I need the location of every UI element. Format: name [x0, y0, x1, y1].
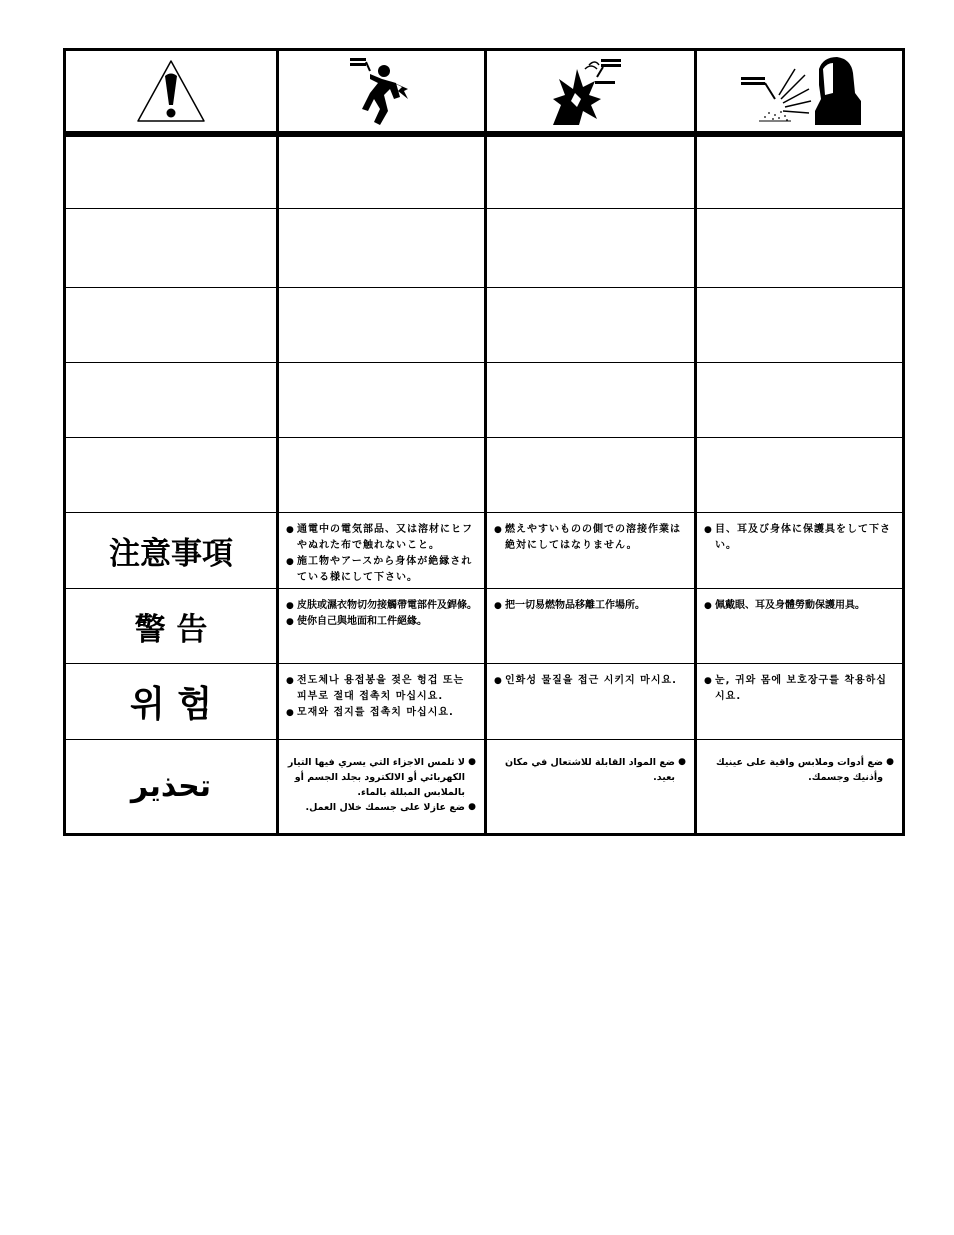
list-item: ● 把一切易燃物品移離工作場所。	[494, 598, 688, 614]
korean-label: 위 험	[66, 664, 279, 739]
list-item: ● 通電中の電気部品、又は溶材にヒフやぬれた布で触れないこと。	[286, 522, 478, 554]
chinese-shock-text	[279, 589, 487, 663]
japanese-label: 注意事項	[66, 513, 279, 588]
arabic-label: تحذير	[66, 740, 279, 833]
icon-cell-shock	[279, 51, 487, 131]
icon-cell-warning	[66, 51, 279, 131]
fire-explosion-icon	[551, 55, 631, 127]
list-item: ● لا تلمس الاجزاء التي يسري فيها التيار الكهربائي أو الالكترود بجلد الجسم أو بالملابس المبللة بالماء.	[287, 755, 476, 800]
icon-header-row	[66, 51, 902, 137]
list-item: ● 燃えやすいものの側での溶接作業は絶対にしてはなりません。	[494, 522, 688, 554]
list-item: ● ضع المواد القابلة للاشتعال في مكان بعيد.	[495, 755, 686, 785]
chinese-label: 警 告	[66, 589, 279, 663]
list-item: ● ضع أدوات وملابس واقية على عينيك وأذنيك وجسمك.	[705, 755, 894, 785]
empty-row-1	[66, 137, 902, 209]
empty-row-5	[66, 438, 902, 513]
chinese-row	[66, 589, 902, 664]
list-item: ● 佩戴眼、耳及身體勞動保護用具。	[704, 598, 896, 614]
warning-table	[63, 48, 905, 836]
list-item: ● 전도체나 용접봉을 젖은 헝겁 또는 피부로 절대 접촉치 마십시요.	[286, 673, 478, 705]
list-item: ● ضع عازلا على جسمك خلال العمل.	[287, 800, 476, 815]
arc-rays-welding-helmet-icon	[735, 55, 865, 127]
japanese-arc-text	[697, 513, 902, 588]
japanese-shock-text	[279, 513, 487, 588]
japanese-row	[66, 513, 902, 589]
korean-shock-text	[279, 664, 487, 739]
list-item: ● 눈, 귀와 몸에 보호장구를 착용하십시요.	[704, 673, 896, 705]
arabic-row	[66, 740, 902, 833]
list-item: ● 모재와 접지를 접촉치 마십시요.	[286, 705, 478, 721]
icon-cell-arc-rays	[697, 51, 902, 131]
electric-shock-icon	[344, 55, 420, 127]
empty-row-3	[66, 288, 902, 363]
korean-fire-text	[487, 664, 697, 739]
empty-row-2	[66, 209, 902, 288]
empty-row-4	[66, 363, 902, 438]
chinese-arc-text	[697, 589, 902, 663]
list-item: ● 目、耳及び身体に保護具をして下さい。	[704, 522, 896, 554]
japanese-fire-text	[487, 513, 697, 588]
list-item: ● 使你自己與地面和工件絕緣。	[286, 614, 478, 630]
korean-arc-text	[697, 664, 902, 739]
list-item: ● 인화성 물질을 접근 시키지 마시요.	[494, 673, 688, 689]
arabic-fire-text	[487, 740, 697, 833]
korean-row	[66, 664, 902, 740]
arabic-shock-text	[279, 740, 487, 833]
arabic-arc-text	[697, 740, 902, 833]
icon-cell-fire	[487, 51, 697, 131]
chinese-fire-text	[487, 589, 697, 663]
list-item: ● 施工物やアースから身体が絶縁されている様にして下さい。	[286, 554, 478, 586]
warning-triangle-icon	[135, 58, 207, 124]
list-item: ● 皮肤或濕衣物切勿接觸帶電部件及銲條。	[286, 598, 478, 614]
